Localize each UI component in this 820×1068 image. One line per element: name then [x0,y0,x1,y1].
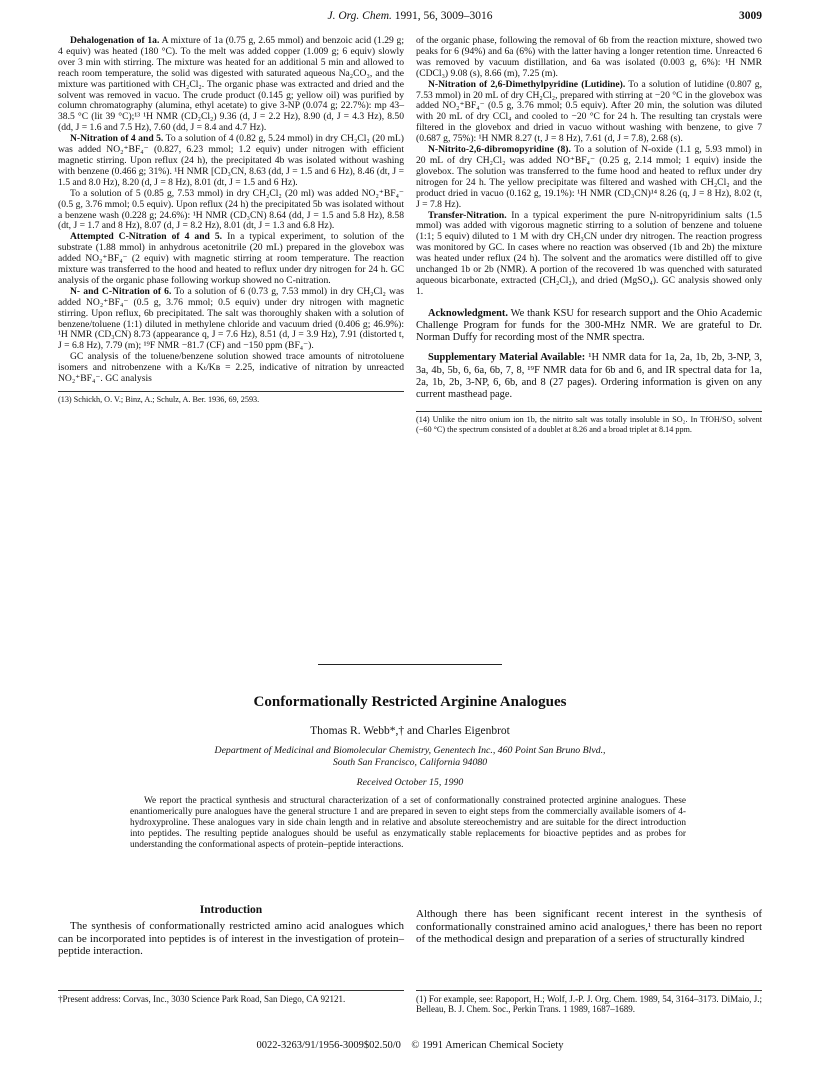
run-in-heading: Attempted C-Nitration of 4 and 5. [70,231,223,243]
running-header [0,10,820,26]
supplementary-text: ¹H NMR data for 1a, 2a, 1b, 2b, 3-NP, 3, 3a, 4b, 5b, 6, 6a, 6b, 7, 8, ¹⁹F NMR data for 6b and 6, and IR spectral data for 1a, 2a, 1b, 2b, 3-NP, 6, 6b, and 8 (27 pages). Ordering information is given on any current masthead page. [416,352,762,400]
paragraph-continued: of the organic phase, following the removal of 6b from the reaction mixture, showed two peaks for 6 (94%) and 6a (6%) with the latter having a longer retention time. Unreacted 6 was removed by vacuum distillation, and 6a was isolated (0.003 g, 6%): ¹H NMR (CDCl₃) 9.08 (s), 8.66 (m), 7.25 (m). [416,35,762,79]
footnote-rule [416,990,762,991]
paragraph-text: To a solution of 6 (0.73 g, 7.53 mmol) in dry CH₂Cl₂ was added NO₂⁺BF₄⁻ (0.5 g, 3.76 mmol; 0.5 equiv) under dry nitrogen with magnetic stirring. Upon reflux, 6b precipitated. The salt was thoroughly shaken with a solution of benzene/toluene (1:1) diluted in methylene chloride and vacuum dried (0.406 g; 46.9%): ¹H NMR (CD₃CN) 8.73 (appearance q, J = 7.6 Hz), 8.51 (d, J = 3.9 Hz), 7.91 (distorted t, J = 6.8 Hz), 7.79 (m); ¹⁹F NMR −81.7 (CF) and −150 ppm (BF₄⁻). [58,285,404,352]
acknowledgment [416,308,762,345]
acknowledgment-heading: Acknowledgment. [428,307,508,319]
paragraph-attempted-c-nitration [58,232,404,287]
introduction-heading: Introduction [199,904,263,916]
article-authors: Thomas R. Webb*,† and Charles Eigenbrot [310,725,510,737]
footnote-left [58,990,404,1004]
introduction-text-right: Although there has been significant recent interest in the synthesis of conformationally constrained amino acid analogues,¹ there has been no report of the methodical design and preparation of a series of structurally kindred [416,908,762,946]
right-column [416,36,762,434]
article-title: Conformationally Restricted Arginine Analogues [253,694,567,710]
paragraph-dehalogenation [58,36,404,134]
affiliation-line-1: Department of Medicinal and Biomolecular Chemistry, Genentech Inc., 460 Point San Bruno Blvd., [214,745,606,756]
paragraph-text: To a solution of N-oxide (1.1 g, 5.93 mmol) in 20 mL of dry CH₂Cl₂ was added NO⁺BF₄⁻ (0.25 g, 2.14 mmol; 1 equiv) inside the glovebox. The solution was transferred to the fume hood and heated to reflux under dry nitrogen for 24 h. The yellow precipitate was filtered and washed with CH₂Cl₂ and the product dried in vacuo (0.162 g, 19.1%): ¹H NMR (CD₃CN)¹⁴ 8.26 (q, J = 8 Hz), 8.02 (t, J = 7.8 Hz). [416,144,762,210]
paragraph-dibromopyridine [416,145,762,210]
article-divider [318,664,502,665]
introduction-text-left: The synthesis of conformationally restricted amino acid analogues which can be incorporated into peptides is of interest in the investigation of protein–peptide interaction. [58,920,404,958]
paragraph-text: In a typical experiment, to solution of the substrate (1.88 mmol) in anhydrous acetonitrile (20 mL) prepared in the glovebox was added NO₂⁺BF₄⁻ (2 equiv) with magnetic stirring at room temperature. The reaction mixture was transferred to the hood and heated to reflux under dry nitrogen for 24 h. GC analysis of the organic phase following workup showed no C-nitration. [58,231,404,286]
paragraph-n-nitration-4-5 [58,134,404,189]
paragraph-nitration-5: To a solution of 5 (0.85 g, 7.53 mmol) in dry CH₂Cl₂ (20 ml) was added NO₂⁺BF₄⁻ (0.5 g, 3.76 mmol; 0.5 equiv). Upon reflux (24 h) the precipitated 5b was isolated without a benzene wash (0.228 g; 24.6%): ¹H NMR (CD₃CN) 8.64 (dd, J = 1.5 and 5.8 Hz), 8.58 (dt, J = 1.7 and 8 Hz), 8.07 (d, J = 8.2 Hz), 8.01 (dt, J = 1.3 and 6.8 Hz). [58,187,404,232]
paragraph-text: In a typical experiment the pure N-nitropyridinium salts (1.5 mmol) was added with vigorous magnetic stirring to a solution of benzene and toluene (1:1; 5 equiv) diluted to 1 M with dry CH₃CN under dry nitrogen. The reaction progress was monitored by GC. In cases where no reaction was observed (1b and 2b) the mixture was heated under reflux (24 h). The solvent and the aromatics were distilled off to give unchanged 1b or 2b (NMR). A portion of the recovered 1b was quenched with saturated aqueous bicarbonate, extracted (CH₂Cl₂), and dried (MgSO₄). GC analysis showed only 1. [416,209,762,297]
page-number: 3009 [739,10,762,22]
copyright: © 1991 American Chemical Society [411,1040,564,1051]
footnote-right [416,990,762,1015]
run-in-heading: Dehalogenation of 1a. [70,35,160,46]
acknowledgment-section [416,308,762,401]
run-in-heading: Transfer-Nitration. [428,209,507,221]
run-in-heading: N-Nitration of 4 and 5. [70,133,164,145]
journal-citation [0,10,820,22]
page-footer [0,1040,820,1051]
affiliation-line-2: South San Francisco, California 94080 [332,757,488,768]
supplementary-material [416,352,762,401]
footnote-rule [58,990,404,991]
footnote-present-address: †Present address: Corvas, Inc., 3030 Science Park Road, San Diego, CA 92121. [58,994,346,1004]
paragraph-text: To a solution of 4 (0.82 g, 5.24 mmol) in dry CH₂Cl₂ (20 mL) was added NO₂⁺BF₄⁻ (0.827, 6.23 mmol; 1.2 equiv) under nitrogen with efficient magnetic stirring. Upon reflux (24 h), the precipitated 4b was isolated without washing with benzene (0.466 g; 31%). ¹H NMR [CD₃CN, 8.63 (dd, J = 1.5 and 6 Hz), 8.46 (dt, J = 1.5 and 8.0 Hz), 8.20 (d, J = 8 Hz), 8.01 (dt, J = 1.5 and 6 Hz). [58,133,404,188]
affiliation [100,745,720,769]
left-column [58,36,404,404]
supplementary-heading: Supplementary Material Available: [428,352,586,364]
footnote-rule [416,411,762,412]
introduction-right [416,908,762,946]
paragraph-lutidine [416,80,762,145]
volume-info: 1991, 56, 3009–3016 [394,10,493,22]
run-in-heading: N-Nitrito-2,6-dibromopyridine (8). [428,144,571,156]
run-in-heading: N-Nitration of 2,6-Dimethylpyridine (Lutidine). [428,78,626,90]
paragraph-text: To a solution of lutidine (0.807 g, 7.53 mmol) in 20 mL of dry CH₂Cl₂, prepared with stirring at −20 °C in the glovebox was added NO₂⁺BF₄⁻ (0.5 g, 3.76 mmol; 0.5 equiv). After 20 min, the solution was diluted with 20 mL of dry CCl₄ and cooled to −20 °C for 24 h. The resulting tan crystals were filtered in the glovebox and dried in vacuo without washing with benzene, to give 7 (0.687 g, 75%): ¹H NMR 8.27 (t, J = 8 Hz), 7.61 (d, J = 7.8), 2.68 (s). [416,78,762,145]
footnote-13: (13) Schickh, O. V.; Binz, A.; Schulz, A. Ber. 1936, 69, 2593. [58,395,260,404]
footnote-1: (1) For example, see: Rapoport, H.; Wolf, J.-P. J. Org. Chem. 1989, 54, 3164–3173. DiMaio, J.; Belleau, B. J. Chem. Soc., Perkin Trans. 1 1989, 1687–1689. [416,994,762,1015]
footnote-rule [58,391,404,392]
paragraph-n-c-nitration-6 [58,287,404,352]
footnote-14: (14) Unlike the nitro onium ion 1b, the nitrito salt was totally insoluble in SO₂. In TfOH/SO₂ solvent (−60 °C) the spectrum consisted of a doublet at 8.26 and a broad triplet at 8.14 ppm. [416,415,762,434]
journal-name: J. Org. Chem. [327,10,392,22]
acknowledgment-text: We thank KSU for research support and the Ohio Academic Challenge Program for funds for the 300-MHz NMR. We are grateful to Dr. Norman Duffy for recording most of the NMR spectra. [416,307,762,344]
paragraph-text: A mixture of 1a (0.75 g, 2.65 mmol) and benzoic acid (1.29 g; 4 equiv) was heated (180 °C). To the melt was added copper (1.009 g; 6 equiv) slowly over 3 min with stirring. The mixture was heated for an additional 5 min and allowed to reach room temperature, the solid was digested with saturated aqueous Na₂CO₃, and the mixture was partitioned with CH₂Cl₂. The organic phase was extracted and dried and the solvent was removed in vacuo. The crude product (0.145 g; yellow oil) was purified by column chromatography (alumina, ethyl acetate) to give 3-NP (0.074 g; 22.7%): mp 43–38.5 °C (lit 39 °C);¹³ ¹H NMR (CD₂Cl₂) 9.36 (d, J = 2.2 Hz), 8.90 (d, J = 4.3 Hz), 8.50 (dd, J = 1.6 and 7.5 Hz), 7.60 (dd, J = 8.4 and 4.7 Hz). [58,35,404,134]
paragraph-gc-analysis: GC analysis of the toluene/benzene solution showed trace amounts of nitrotoluene isomers and nitrobenzene with a Kₜ/Kʙ = 2.25, indicative of nitration by unreacted NO₂⁺BF₄⁻. GC analysis [58,351,404,385]
run-in-heading: N- and C-Nitration of 6. [70,285,172,297]
received-date: Received October 15, 1990 [356,777,464,788]
abstract: We report the practical synthesis and structural characterization of a set of conformationally constrained protected arginine analogues. These enantiomerically pure analogues have the general structure 1 and are prepared in seven to eight steps from the commercially available isomers of 4-hydroxyproline. These analogues vary in side chain length and in relative and absolute stereochemistry and are suitable for the direct introduction into peptides. The resulting peptide analogues should be useful as enzymatically stable replacements for bioactive peptides and as probes for understanding the conformational aspects of protein–peptide interactions. [130,796,686,850]
article-code: 0022-3263/91/1956-3009$02.50/0 [256,1040,401,1051]
paragraph-transfer-nitration [416,211,762,298]
introduction-left [58,904,404,958]
